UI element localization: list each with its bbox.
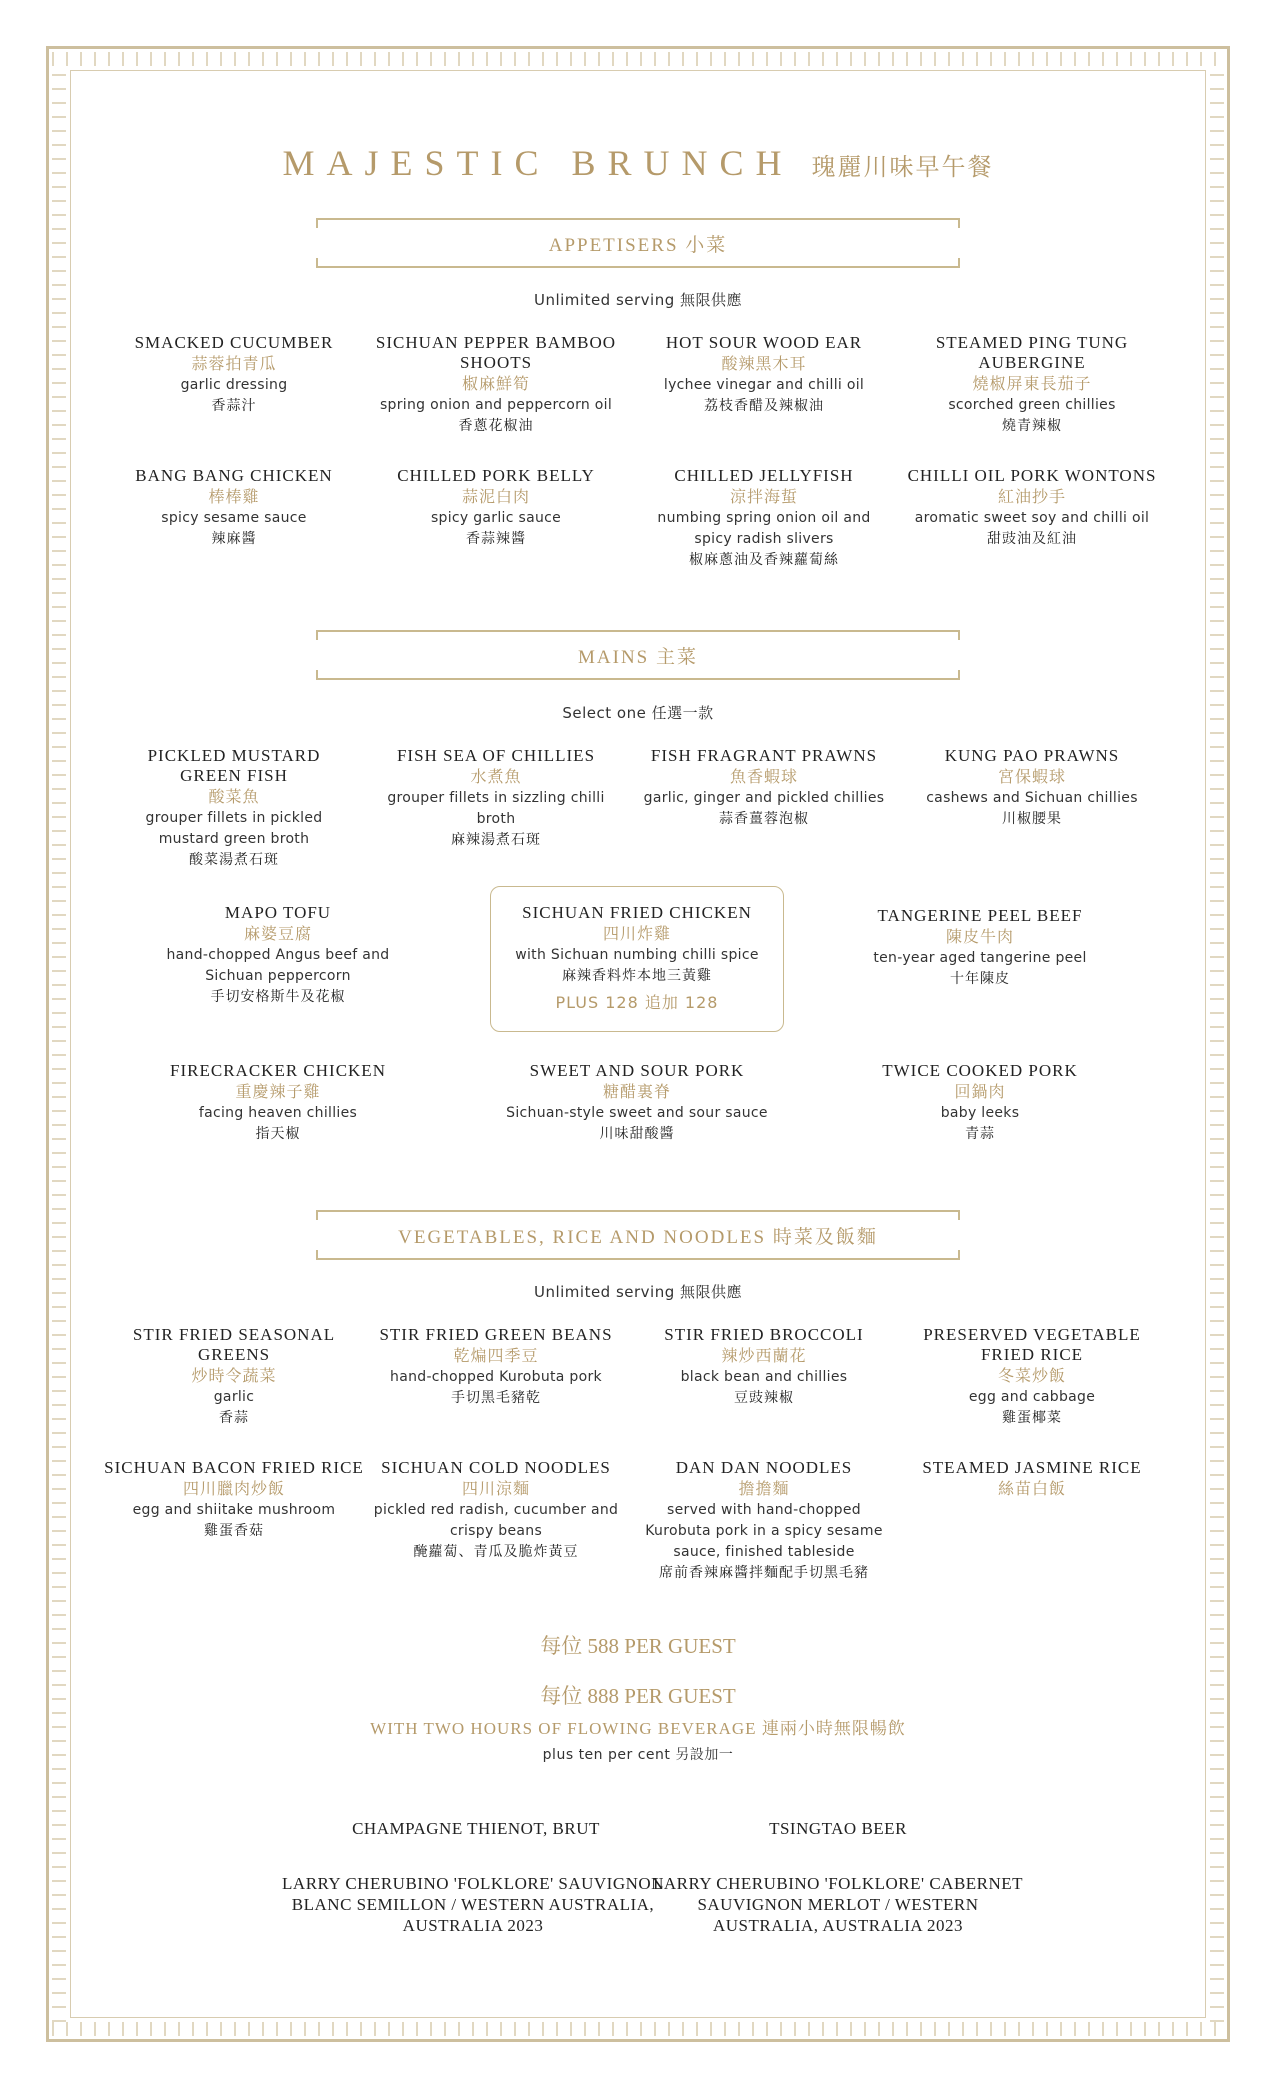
dish-description-chinese: 川椒腰果: [1002, 811, 1062, 827]
dish-chinese-name: 椒麻鮮筍: [461, 374, 530, 393]
top-fret-pattern: [52, 52, 1224, 66]
dish-description-chinese: 手切安格斯牛及花椒: [210, 989, 346, 1005]
dish-name: CHILLED PORK BELLY: [397, 466, 595, 485]
menu-item: [99, 1458, 369, 1541]
dish-chinese-name: 棒棒雞: [208, 487, 260, 506]
appetisers-banner: [316, 218, 960, 268]
dish-name: STEAMED JASMINE RICE: [922, 1458, 1142, 1477]
dish-chinese-name: 麻婆豆腐: [243, 924, 312, 943]
beverage-white-wine: LARRY CHERUBINO 'FOLKLORE' SAUVIGNON BLANC SEMILLON / WESTERN AUSTRALIA, AUSTRALIA 2023: [282, 1874, 664, 1935]
menu-item: [649, 466, 879, 570]
dish-chinese-name: 燒椒屏東長茄子: [972, 374, 1092, 393]
dish-description-chinese: 麻辣香料炸本地三黃雞: [562, 968, 712, 984]
menu-item: [386, 466, 606, 549]
dish-name: SICHUAN PEPPER BAMBOO SHOOTS: [375, 333, 617, 372]
dish-chinese-name: 重慶辣子雞: [235, 1082, 321, 1101]
dish-chinese-name: 宮保蝦球: [997, 767, 1066, 786]
menu-item: [124, 466, 344, 549]
appetisers-heading: APPETISERS 小菜: [548, 235, 728, 256]
dish-chinese-name: 水煮魚: [470, 767, 522, 786]
dish-chinese-name: 冬菜炒飯: [997, 1366, 1066, 1385]
dish-chinese-name: 紅油抄手: [997, 487, 1066, 506]
menu-item: [850, 906, 1110, 989]
dish-description: black bean and chillies: [680, 1369, 848, 1385]
appetisers-note: Unlimited serving 無限供應: [533, 291, 743, 309]
dish-name: HOT SOUR WOOD EAR: [665, 333, 863, 352]
dish-name: STIR FRIED BROCCOLI: [664, 1325, 864, 1344]
dish-description-chinese: 酸菜湯煮石斑: [189, 852, 279, 868]
dish-description-chinese: 雞蛋椰菜: [1002, 1410, 1062, 1426]
dish-name: FISH SEA OF CHILLIES: [396, 746, 596, 765]
service-charge: plus ten per cent 另設加一: [542, 1747, 734, 1763]
dish-description: numbing spring onion oil and spicy radish slivers: [657, 510, 871, 547]
dish-name: DAN DAN NOODLES: [675, 1458, 853, 1477]
dish-description: garlic dressing: [180, 377, 288, 393]
dish-chinese-name: 蒜泥白肉: [461, 487, 530, 506]
title-chinese: 瑰麗川味早午餐: [811, 153, 994, 181]
dish-description: served with hand-chopped Kurobuta pork in a spicy sesame sauce, finished tableside: [645, 1502, 883, 1560]
dish-description-chinese: 麻辣湯煮石斑: [451, 832, 541, 848]
dish-name: FISH FRAGRANT PRAWNS: [650, 746, 878, 765]
menu-item: [917, 1458, 1147, 1500]
menu-item: [129, 746, 339, 870]
dish-description-chinese: 十年陳皮: [950, 971, 1010, 987]
menu-item: [902, 466, 1162, 549]
dish-description-chinese: 椒麻蔥油及香辣蘿蔔絲: [689, 552, 839, 568]
bottom-fret-pattern: [52, 2022, 1224, 2036]
dish-name: SICHUAN BACON FRIED RICE: [104, 1458, 364, 1477]
dish-name: STIR FRIED GREEN BEANS: [379, 1325, 613, 1344]
dish-description: grouper fillets in sizzling chilli broth: [387, 790, 605, 827]
price-beverage: 每位 888 PER GUEST: [540, 1684, 736, 1708]
dish-description-chinese: 豆豉辣椒: [734, 1390, 794, 1406]
dish-description-chinese: 手切黑毛豬乾: [451, 1390, 541, 1406]
mains-note: Select one 任選一款: [562, 704, 714, 722]
dish-chinese-name: 蒜蓉拍青瓜: [191, 354, 277, 373]
dish-description: hand-chopped Kurobuta pork: [390, 1369, 602, 1385]
dish-chinese-name: 酸菜魚: [208, 787, 260, 806]
dish-description-chinese: 香蔥花椒油: [458, 418, 534, 434]
menu-item: [870, 1061, 1090, 1144]
dish-name: BANG BANG CHICKEN: [135, 466, 333, 485]
dish-name: SICHUAN FRIED CHICKEN: [522, 903, 752, 922]
beverage-champagne: CHAMPAGNE THIENOT, BRUT: [352, 1819, 600, 1838]
dish-name: KUNG PAO PRAWNS: [944, 746, 1120, 765]
dish-description: aromatic sweet soy and chilli oil: [914, 510, 1150, 526]
dish-name: PICKLED MUSTARD GREEN FISH: [147, 746, 321, 785]
menu-item: [381, 746, 611, 850]
dish-chinese-name: 乾煸四季豆: [453, 1346, 539, 1365]
dish-chinese-name: 炒時令蔬菜: [191, 1366, 277, 1385]
dish-description: pickled red radish, cucumber and crispy beans: [373, 1502, 619, 1539]
menu-item: [158, 1061, 398, 1144]
dish-description-chinese: 燒青辣椒: [1002, 418, 1062, 434]
dish-name: SMACKED CUCUMBER: [134, 333, 334, 352]
dish-name: FIRECRACKER CHICKEN: [170, 1061, 386, 1080]
dish-name: STEAMED PING TUNG AUBERGINE: [935, 333, 1129, 372]
dish-description: scorched green chillies: [948, 397, 1116, 413]
dish-description: spicy sesame sauce: [161, 510, 307, 526]
dish-chinese-name: 絲苗白飯: [997, 1479, 1066, 1498]
dish-description-chinese: 席前香辣麻醬拌麵配手切黑毛豬: [659, 1565, 869, 1581]
menu-item: [129, 1325, 339, 1428]
beverage-beer: TSINGTAO BEER: [769, 1819, 907, 1838]
dish-chinese-name: 魚香蝦球: [729, 767, 798, 786]
dish-description: spicy garlic sauce: [430, 510, 562, 526]
dish-description-chinese: 指天椒: [255, 1126, 301, 1142]
page-title: [0, 142, 1276, 184]
dish-chinese-name: 陳皮牛肉: [945, 927, 1014, 946]
menu-item: [371, 333, 621, 436]
veg-heading: VEGETABLES, RICE AND NOODLES 時菜及飯麵: [398, 1227, 878, 1248]
dish-description-chinese: 荔枝香醋及辣椒油: [704, 398, 824, 414]
dish-description-chinese: 香蒜辣醬: [466, 531, 526, 547]
dish-name: STIR FRIED SEASONAL GREENS: [132, 1325, 336, 1364]
beverage-note: WITH TWO HOURS OF FLOWING BEVERAGE 連兩小時無限暢飲: [370, 1719, 906, 1738]
title-english: MAJESTIC BRUNCH: [282, 143, 794, 183]
dish-description: garlic: [213, 1389, 255, 1405]
dish-description-chinese: 香蒜汁: [211, 398, 257, 414]
menu-item: [639, 746, 889, 829]
dish-chinese-name: 擔擔麵: [738, 1479, 790, 1498]
dish-description-chinese: 雞蛋香菇: [204, 1523, 264, 1539]
menu-item: [497, 1061, 777, 1144]
menu-item: [634, 1458, 894, 1583]
dish-name: SICHUAN COLD NOODLES: [381, 1458, 611, 1477]
menu-item: [644, 333, 884, 416]
dish-name: PRESERVED VEGETABLE FRIED RICE: [923, 1325, 1141, 1364]
dish-description-chinese: 辣麻醬: [211, 531, 257, 547]
menu-item: [124, 333, 344, 416]
beverage-red-wine: LARRY CHERUBINO 'FOLKLORE' CABERNET SAUVIGNON MERLOT / WESTERN AUSTRALIA, AUSTRALIA 2023: [652, 1874, 1024, 1935]
dish-description: baby leeks: [940, 1105, 1020, 1121]
dish-name: TWICE COOKED PORK: [882, 1061, 1078, 1080]
dish-name: CHILLED JELLYFISH: [674, 466, 854, 485]
menu-item: [497, 903, 777, 1014]
dish-chinese-name: 糖醋裏脊: [602, 1082, 671, 1101]
dish-description: lychee vinegar and chilli oil: [663, 377, 865, 393]
dish-description-chinese: 青蒜: [965, 1126, 995, 1142]
mains-heading: MAINS 主菜: [578, 647, 698, 668]
dish-description: spring onion and peppercorn oil: [379, 397, 613, 413]
dish-description: garlic, ginger and pickled chillies: [643, 790, 885, 806]
price-standard: 每位 588 PER GUEST: [540, 1634, 736, 1658]
dish-description-chinese: 蒜香薑蓉泡椒: [719, 811, 809, 827]
dish-description: ten-year aged tangerine peel: [873, 950, 1087, 966]
menu-item: [902, 746, 1162, 829]
dish-description: egg and cabbage: [968, 1389, 1096, 1405]
veg-note: Unlimited serving 無限供應: [533, 1283, 743, 1301]
menu-item: [644, 1325, 884, 1408]
dish-chinese-name: 四川涼麵: [461, 1479, 530, 1498]
dish-description: hand-chopped Angus beef and Sichuan peppercorn: [166, 947, 390, 984]
menu-item: [902, 1325, 1162, 1428]
menu-item: [371, 1325, 621, 1408]
dish-description-chinese: 川味甜酸醬: [599, 1126, 675, 1142]
dish-chinese-name: 辣炒西蘭花: [721, 1346, 807, 1365]
dish-name: TANGERINE PEEL BEEF: [877, 906, 1083, 925]
dish-description: facing heaven chillies: [198, 1105, 358, 1121]
veg-banner: [316, 1210, 960, 1260]
dish-chinese-name: 回鍋肉: [954, 1082, 1006, 1101]
dish-chinese-name: 酸辣黑木耳: [721, 354, 807, 373]
menu-item: [371, 1458, 621, 1562]
dish-description: grouper fillets in pickled mustard green broth: [145, 810, 323, 847]
dish-description: Sichuan-style sweet and sour sauce: [506, 1105, 768, 1121]
dish-name: CHILLI OIL PORK WONTONS: [907, 466, 1157, 485]
dish-description-chinese: 香蒜: [219, 1410, 249, 1426]
dish-chinese-name: 四川臘肉炒飯: [182, 1479, 285, 1498]
dish-description-chinese: 醃蘿蔔、青瓜及脆炸黃豆: [413, 1544, 579, 1560]
dish-name: SWEET AND SOUR PORK: [529, 1061, 745, 1080]
dish-chinese-name: 四川炸雞: [602, 924, 671, 943]
dish-surcharge: PLUS 128 追加 128: [555, 993, 719, 1012]
dish-description-chinese: 甜豉油及紅油: [987, 531, 1077, 547]
dish-description: cashews and Sichuan chillies: [926, 790, 1138, 806]
menu-item: [158, 903, 398, 1007]
menu-item: [902, 333, 1162, 436]
mains-banner: [316, 630, 960, 680]
dish-description: with Sichuan numbing chilli spice: [515, 947, 759, 963]
dish-name: MAPO TOFU: [224, 903, 332, 922]
dish-description: egg and shiitake mushroom: [132, 1502, 336, 1518]
dish-chinese-name: 涼拌海蜇: [729, 487, 798, 506]
